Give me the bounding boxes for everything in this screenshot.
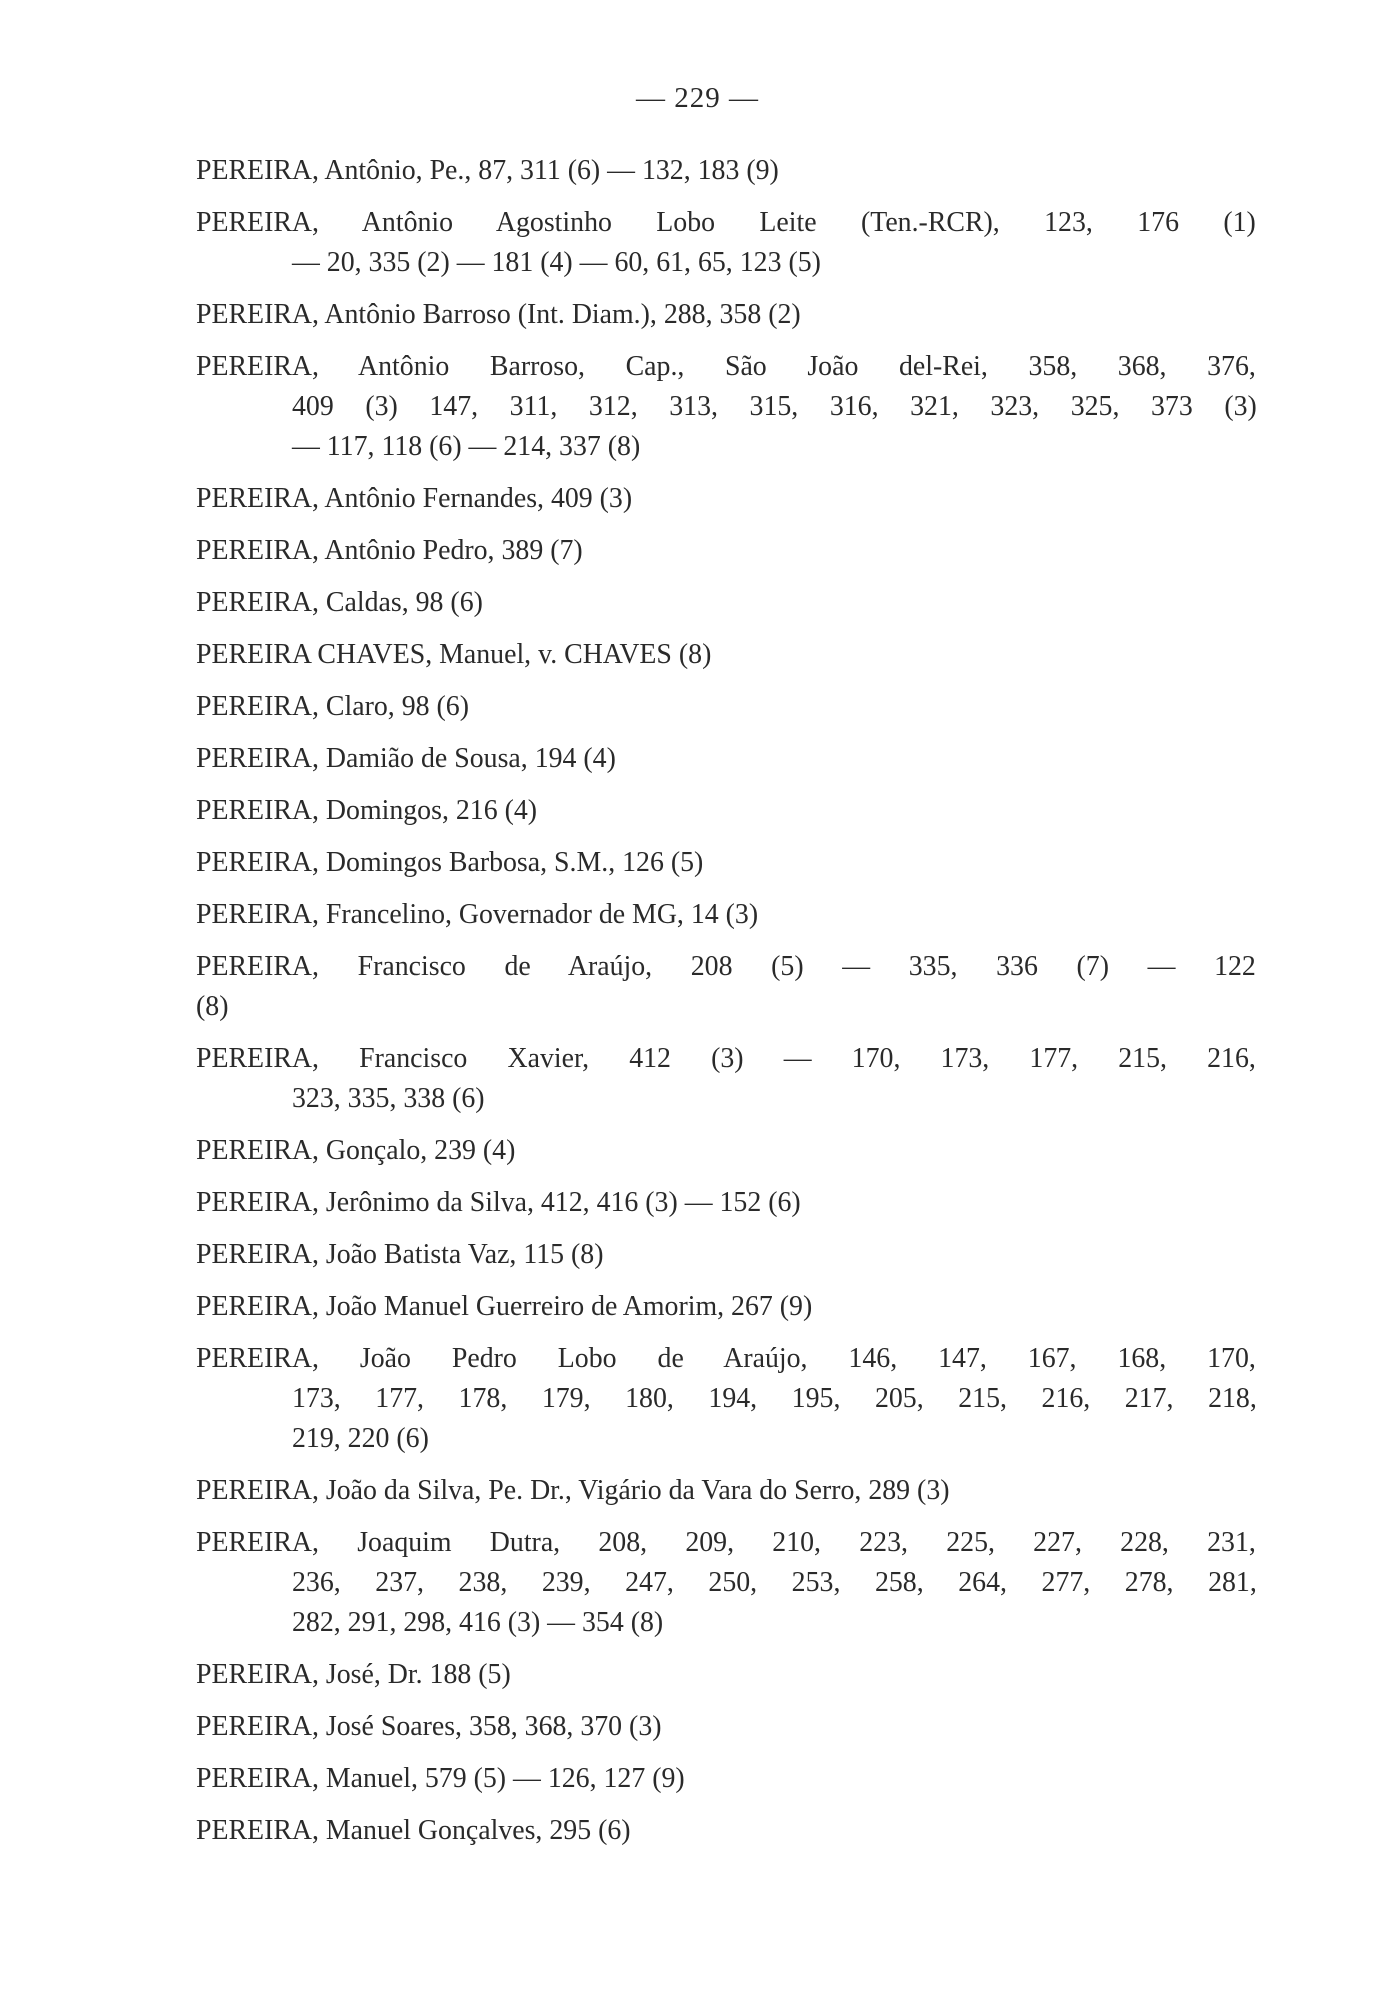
entry-heading-line: PEREIRA, Domingos, 216 (4) [196,794,538,826]
index-entry [196,1338,1256,1458]
index-entry [196,1758,1256,1798]
entry-continuation-line: — 117, 118 (6) — 214, 337 (8) [292,430,641,462]
entry-continuation-line: 409 (3) 147, 311, 312, 313, 315, 316, 321, 323, 325, 373 (3) [292,390,1257,422]
index-entry [196,1234,1256,1274]
index-entries [196,150,1256,1862]
entry-continuation-line: 173, 177, 178, 179, 180, 194, 195, 205, 215, 216, 217, 218, [292,1382,1257,1414]
entry-heading-line: PEREIRA, João Pedro Lobo de Araújo, 146, 147, 167, 168, 170, [196,1342,1256,1374]
index-entry [196,582,1256,622]
index-entry [196,946,1256,1026]
entry-continuation-line: — 20, 335 (2) — 181 (4) — 60, 61, 65, 123 (5) [292,246,821,278]
entry-heading-line: PEREIRA, José Soares, 358, 368, 370 (3) [196,1710,662,1742]
entry-heading-line: PEREIRA, Francisco de Araújo, 208 (5) — 335, 336 (7) — 122 [196,950,1256,982]
entry-heading-line: PEREIRA, Francelino, Governador de MG, 14 (3) [196,898,759,930]
index-entry [196,738,1256,778]
entry-heading-line: PEREIRA, Claro, 98 (6) [196,690,469,722]
entry-continuation-line: 219, 220 (6) [292,1422,429,1454]
entry-heading-line: PEREIRA, Francisco Xavier, 412 (3) — 170, 173, 177, 215, 216, [196,1042,1256,1074]
index-entry [196,1038,1256,1118]
entry-continuation-line: (8) [196,990,229,1022]
index-entry [196,1286,1256,1326]
index-entry [196,1654,1256,1694]
index-entry [196,1810,1256,1850]
index-entry [196,150,1256,190]
index-entry [196,686,1256,726]
entry-heading-line: PEREIRA, Antônio Pedro, 389 (7) [196,534,583,566]
index-entry [196,1470,1256,1510]
entry-heading-line: PEREIRA, João Batista Vaz, 115 (8) [196,1238,604,1270]
entry-heading-line: PEREIRA, Antônio, Pe., 87, 311 (6) — 132, 183 (9) [196,154,779,186]
entry-heading-line: PEREIRA, Antônio Barroso, Cap., São João del-Rei, 358, 368, 376, [196,350,1256,382]
entry-heading-line: PEREIRA, Damião de Sousa, 194 (4) [196,742,616,774]
index-entry [196,790,1256,830]
index-entry [196,294,1256,334]
index-entry [196,202,1256,282]
entry-heading-line: PEREIRA, Antônio Fernandes, 409 (3) [196,482,633,514]
entry-heading-line: PEREIRA, Antônio Barroso (Int. Diam.), 288, 358 (2) [196,298,801,330]
entry-heading-line: PEREIRA, Joaquim Dutra, 208, 209, 210, 223, 225, 227, 228, 231, [196,1526,1256,1558]
entry-heading-line: PEREIRA CHAVES, Manuel, v. CHAVES (8) [196,638,712,670]
entry-heading-line: PEREIRA, José, Dr. 188 (5) [196,1658,511,1690]
index-entry [196,530,1256,570]
index-entry [196,346,1256,466]
page-number: — 229 — [636,82,759,114]
index-entry [196,842,1256,882]
entry-heading-line: PEREIRA, Gonçalo, 239 (4) [196,1134,516,1166]
entry-heading-line: PEREIRA, Jerônimo da Silva, 412, 416 (3) — 152 (6) [196,1186,801,1218]
entry-heading-line: PEREIRA, João da Silva, Pe. Dr., Vigário da Vara do Serro, 289 (3) [196,1474,950,1506]
index-entry [196,894,1256,934]
entry-continuation-line: 282, 291, 298, 416 (3) — 354 (8) [292,1606,664,1638]
index-entry [196,1522,1256,1642]
entry-continuation-line: 236, 237, 238, 239, 247, 250, 253, 258, 264, 277, 278, 281, [292,1566,1257,1598]
entry-heading-line: PEREIRA, Domingos Barbosa, S.M., 126 (5) [196,846,704,878]
index-entry [196,634,1256,674]
entry-heading-line: PEREIRA, João Manuel Guerreiro de Amorim, 267 (9) [196,1290,813,1322]
index-entry [196,478,1256,518]
index-entry [196,1130,1256,1170]
entry-heading-line: PEREIRA, Antônio Agostinho Lobo Leite (Ten.-RCR), 123, 176 (1) [196,206,1256,238]
index-entry [196,1182,1256,1222]
entry-heading-line: PEREIRA, Manuel, 579 (5) — 126, 127 (9) [196,1762,685,1794]
index-entry [196,1706,1256,1746]
entry-continuation-line: 323, 335, 338 (6) [292,1082,485,1114]
entry-heading-line: PEREIRA, Manuel Gonçalves, 295 (6) [196,1814,631,1846]
entry-heading-line: PEREIRA, Caldas, 98 (6) [196,586,483,618]
